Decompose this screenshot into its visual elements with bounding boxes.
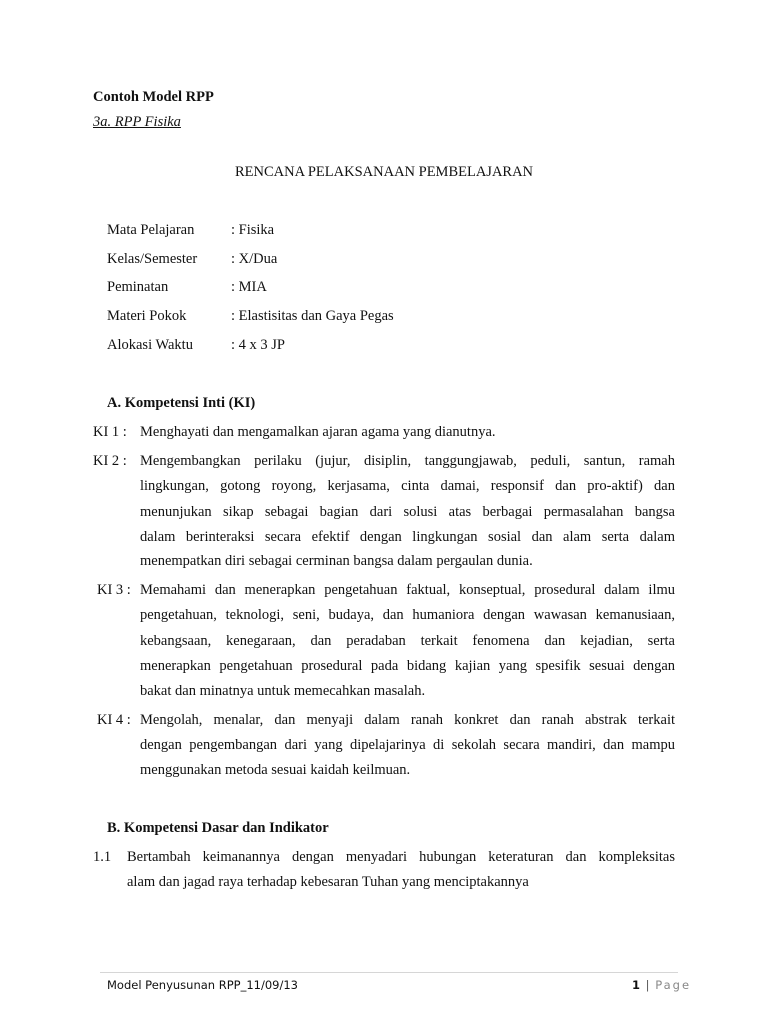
ki3-line: pengetahuan, teknologi, seni, budaya, dan humaniora dengan wawasan kemanusiaan, xyxy=(140,607,675,623)
ki2-line: menempatkan diri sebagai cerminan bangsa dalam pergaulan dunia. xyxy=(140,553,533,569)
page-indicator xyxy=(632,978,691,992)
ki2-label: KI 2 : xyxy=(93,453,127,469)
identity-label: Mata Pelajaran xyxy=(107,222,195,238)
ki2-line: Mengembangkan perilaku (jujur, disiplin, tanggungjawab, peduli, santun, ramah xyxy=(140,453,675,469)
document-subheading: 3a. RPP Fisika xyxy=(93,114,181,130)
ki3-line: menerapkan pengetahuan prosedural pada bidang kajian yang spesifik sesuai dengan xyxy=(140,658,675,674)
identity-label: Materi Pokok xyxy=(107,308,187,324)
identity-label: Kelas/Semester xyxy=(107,251,198,267)
kd-line: alam dan jagad raya terhadap kebesaran Tuhan yang menciptakannya xyxy=(127,874,529,890)
page-number: 1 xyxy=(632,978,641,992)
ki4-line: dengan pengembangan dari yang dipelajarinya di sekolah secara mandiri, dan mampu xyxy=(140,737,675,753)
page-separator: | xyxy=(645,978,650,992)
ki4-label: KI 4 : xyxy=(97,712,131,728)
ki1-label: KI 1 : xyxy=(93,424,127,440)
identity-value: : X/Dua xyxy=(231,251,278,267)
ki1-text: Menghayati dan mengamalkan ajaran agama yang dianutnya. xyxy=(140,424,496,440)
kd-number: 1.1 xyxy=(93,849,112,865)
document-heading: Contoh Model RPP xyxy=(93,89,214,105)
identity-value: : MIA xyxy=(231,279,267,295)
ki4-line: Mengolah, menalar, dan menyaji dalam ranah konkret dan ranah abstrak terkait xyxy=(140,712,675,728)
identity-label: Peminatan xyxy=(107,279,169,295)
footer-label: Model Penyusunan RPP_11/09/13 xyxy=(107,978,298,992)
ki2-line: dalam berinteraksi secara efektif dengan lingkungan sosial dan alam serta dalam xyxy=(140,529,675,545)
kd-line: Bertambah keimanannya dengan menyadari hubungan keteraturan dan kompleksitas xyxy=(127,849,675,865)
ki3-line: kebangsaan, kenegaraan, dan peradaban terkait fenomena dan kejadian, serta xyxy=(140,633,675,649)
identity-value: : 4 x 3 JP xyxy=(231,337,285,353)
ki4-line: menggunakan metoda sesuai kaidah keilmuan. xyxy=(140,762,411,778)
page-word: Page xyxy=(655,978,692,992)
identity-label: Alokasi Waktu xyxy=(107,337,193,353)
footer-divider xyxy=(100,972,678,973)
ki3-line: bakat dan minatnya untuk memecahkan masalah. xyxy=(140,683,426,699)
ki3-label: KI 3 : xyxy=(97,582,131,598)
document-title: RENCANA PELAKSANAAN PEMBELAJARAN xyxy=(234,164,534,180)
ki3-line: Memahami dan menerapkan pengetahuan faktual, konseptual, prosedural dalam ilmu xyxy=(140,582,675,598)
ki2-line: lingkungan, gotong royong, kerjasama, cinta damai, responsif dan pro-aktif) dan xyxy=(140,478,675,494)
section-b-heading: B. Kompetensi Dasar dan Indikator xyxy=(107,820,329,836)
identity-value: : Fisika xyxy=(231,222,275,238)
identity-value: : Elastisitas dan Gaya Pegas xyxy=(231,308,394,324)
section-a-heading: A. Kompetensi Inti (KI) xyxy=(107,395,256,411)
ki2-line: menunjukan sikap sebagai bagian dari solusi atas berbagai permasalahan bangsa xyxy=(140,504,675,520)
